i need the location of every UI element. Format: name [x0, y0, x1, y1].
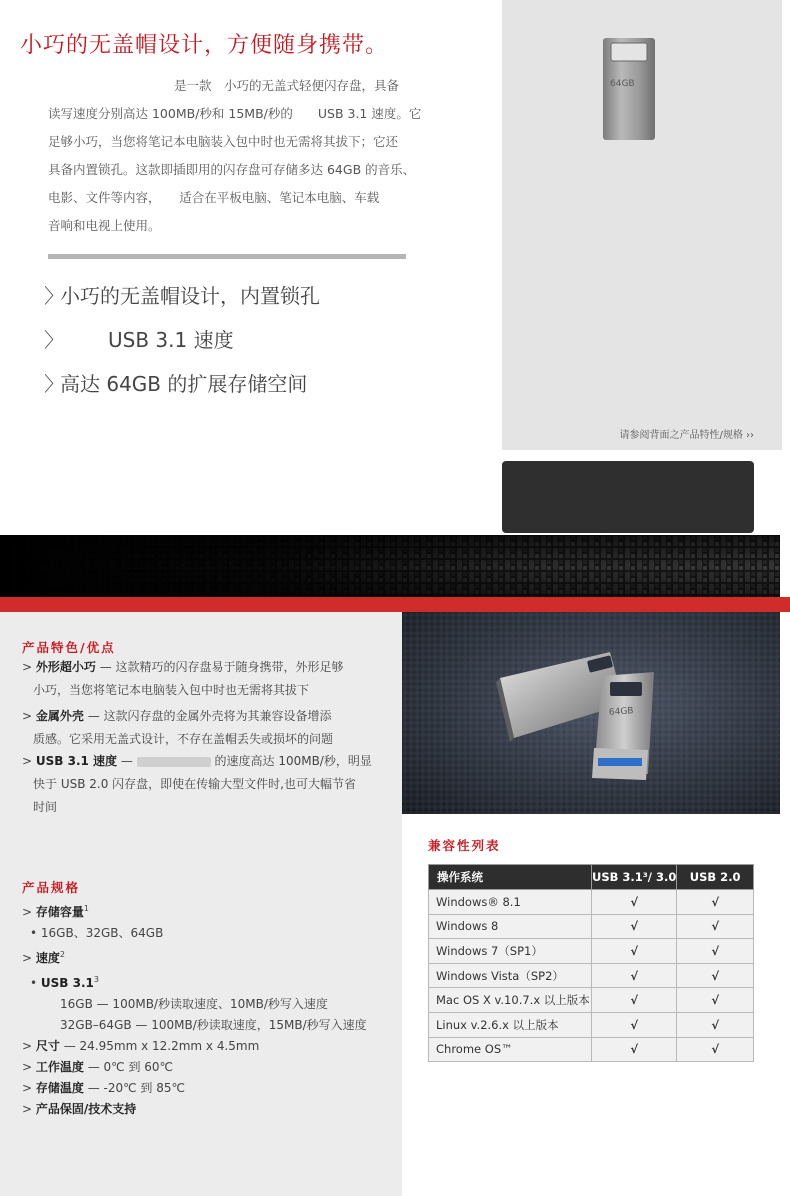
- col-header-os: 操作系统: [429, 865, 592, 890]
- os-cell: Windows 7（SP1）: [429, 939, 592, 964]
- arrow-icon: >: [22, 1102, 33, 1116]
- spec-capacity-label: 存储容量: [35, 905, 84, 919]
- spec-storage-temp-label: 存储温度: [35, 1081, 84, 1095]
- specs-title: 产品规格: [22, 880, 81, 895]
- spec-speed-line: 32GB–64GB — 100MB/秒读取速度，15MB/秒写入速度: [60, 1018, 367, 1032]
- check-cell: √: [677, 988, 754, 1013]
- table-header-row: [429, 865, 754, 890]
- feature-text: 的速度高达 100MB/秒，明显: [210, 754, 372, 768]
- highlight-item: [44, 280, 320, 309]
- intro-line: 是一款 小巧的无盖式轻便闪存盘，具备: [174, 78, 400, 93]
- os-cell: Windows® 8.1: [429, 890, 592, 915]
- table-row: [429, 1012, 754, 1037]
- table-row: [429, 890, 754, 915]
- check-cell: √: [592, 988, 677, 1013]
- chevron-right-icon: 〉: [44, 372, 64, 396]
- spec-speed-line: 16GB — 100MB/秒读取速度、10MB/秒写入速度: [60, 997, 328, 1011]
- feature-text: — 这款闪存盘的金属外壳将为其兼容设备增添: [83, 709, 332, 723]
- feature-text-cont: 小巧，当您将笔记本电脑装入包中时也无需将其拔下: [33, 683, 310, 697]
- highlight-label: 高达 64GB 的扩展存储空间: [60, 372, 308, 396]
- arrow-icon: >: [22, 951, 33, 965]
- intro-line: 足够小巧，当您将笔记本电脑装入包中时也无需将其拔下；它还: [48, 134, 399, 149]
- arrow-icon: >: [22, 754, 33, 768]
- highlight-item: [44, 368, 307, 397]
- feature-text-cont: 快于 USB 2.0 闪存盘，即使在传输大型文件时,也可大幅节省: [33, 777, 356, 791]
- feature-name: USB 3.1 速度: [35, 754, 118, 768]
- section-divider: [48, 254, 406, 259]
- check-cell: √: [677, 890, 754, 915]
- drive-capacity-label: 64GB: [610, 79, 635, 89]
- product-photo: [402, 612, 780, 814]
- compat-table: [428, 864, 754, 1062]
- arrow-icon: >: [22, 660, 33, 674]
- footnote-mark: 3: [93, 975, 99, 984]
- highlight-label: USB 3.1 速度: [108, 328, 234, 352]
- os-cell: Windows 8: [429, 914, 592, 939]
- spec-warranty-label[interactable]: 产品保固/技术支持: [35, 1102, 137, 1116]
- table-row: [429, 988, 754, 1013]
- intro-line: 电影、文件等内容， 适合在平板电脑、笔记本电脑、车载: [48, 190, 380, 205]
- feature-name: 外形超小巧: [35, 660, 96, 674]
- spec-usb-label: USB 3.1: [40, 976, 94, 990]
- arrow-icon: >: [22, 709, 33, 723]
- col-header-usb2: USB 2.0: [677, 865, 754, 890]
- spec-capacity-values: 16GB、32GB、64GB: [40, 926, 164, 940]
- specs-list: [22, 898, 392, 1120]
- compat-title: 兼容性列表: [428, 838, 501, 853]
- arrow-icon: >: [22, 905, 33, 919]
- footnote-mark: 2: [59, 950, 65, 959]
- arrow-icon: >: [22, 1039, 33, 1053]
- feature-item: [22, 750, 382, 819]
- hero-title: 小巧的无盖帽设计，方便随身携带。: [20, 33, 389, 58]
- usb-drive-image: [602, 38, 656, 140]
- intro-line: 读写速度分别高达 100MB/秒和 15MB/秒的 USB 3.1 速度。它: [48, 106, 422, 121]
- spec-op-temp-value: — 0℃ 到 60℃: [83, 1060, 174, 1074]
- highlight-item: [44, 324, 234, 353]
- check-cell: √: [677, 914, 754, 939]
- spec-op-temp-label: 工作温度: [35, 1060, 84, 1074]
- footnote-mark: 1: [83, 904, 89, 913]
- feature-text: — 这款精巧的闪存盘易于随身携带，外形足够: [95, 660, 344, 674]
- bullet-icon: •: [30, 976, 38, 990]
- intro-paragraph: [48, 72, 428, 240]
- feature-text-cont: 质感。它采用无盖式设计，不存在盖帽丢失或损坏的问题: [33, 732, 334, 746]
- check-cell: √: [677, 939, 754, 964]
- os-cell: Mac OS X v.10.7.x 以上版本: [429, 988, 592, 1013]
- spec-size-label: 尺寸: [35, 1039, 60, 1053]
- carbon-fiber-band: [0, 535, 780, 597]
- spec-storage-temp-value: — -20℃ 到 85℃: [83, 1081, 185, 1095]
- product-panel: [502, 0, 782, 450]
- check-cell: √: [592, 963, 677, 988]
- svg-text:64GB: 64GB: [608, 706, 634, 718]
- check-cell: √: [592, 1037, 677, 1062]
- carbon-pattern: [0, 535, 780, 597]
- product-photo-art: [402, 612, 780, 814]
- check-cell: √: [592, 890, 677, 915]
- feature-text-cont: 时间: [33, 800, 58, 814]
- check-cell: √: [592, 914, 677, 939]
- arrow-icon: >: [22, 1060, 33, 1074]
- table-row: [429, 939, 754, 964]
- os-cell: Linux v.2.6.x 以上版本: [429, 1012, 592, 1037]
- chevron-right-icon: 〉: [44, 284, 64, 308]
- feature-item: [22, 705, 382, 751]
- intro-line: 音响和电视上使用。: [48, 218, 161, 233]
- spec-speed-label: 速度: [35, 951, 60, 965]
- check-cell: √: [592, 939, 677, 964]
- feature-text: —: [117, 754, 137, 768]
- table-row: [429, 914, 754, 939]
- os-cell: Windows Vista（SP2）: [429, 963, 592, 988]
- feature-item: [22, 656, 382, 702]
- dark-banner-box: [502, 461, 754, 533]
- check-cell: √: [592, 1012, 677, 1037]
- feature-name: 金属外壳: [35, 709, 84, 723]
- table-row: [429, 1037, 754, 1062]
- os-cell: Chrome OS™: [429, 1037, 592, 1062]
- chevron-right-icon: 〉: [44, 328, 64, 352]
- col-header-usb3: USB 3.1³/ 3.0: [592, 865, 677, 890]
- check-cell: √: [677, 1037, 754, 1062]
- highlight-label: 小巧的无盖帽设计，内置锁孔: [60, 284, 320, 308]
- check-cell: √: [677, 963, 754, 988]
- features-title: 产品特色/优点: [22, 640, 116, 655]
- red-stripe: [0, 597, 790, 612]
- check-cell: √: [677, 1012, 754, 1037]
- spec-reference-link[interactable]: 请参阅背面之产品特性/规格 ››: [619, 430, 754, 441]
- blurred-product-name: [137, 757, 211, 767]
- table-row: [429, 963, 754, 988]
- bullet-icon: •: [30, 926, 38, 940]
- arrow-icon: >: [22, 1081, 33, 1095]
- intro-line: 具备内置锁孔。这款即插即用的闪存盘可存储多达 64GB 的音乐、: [48, 162, 416, 177]
- spec-size-value: — 24.95mm x 12.2mm x 4.5mm: [59, 1039, 260, 1053]
